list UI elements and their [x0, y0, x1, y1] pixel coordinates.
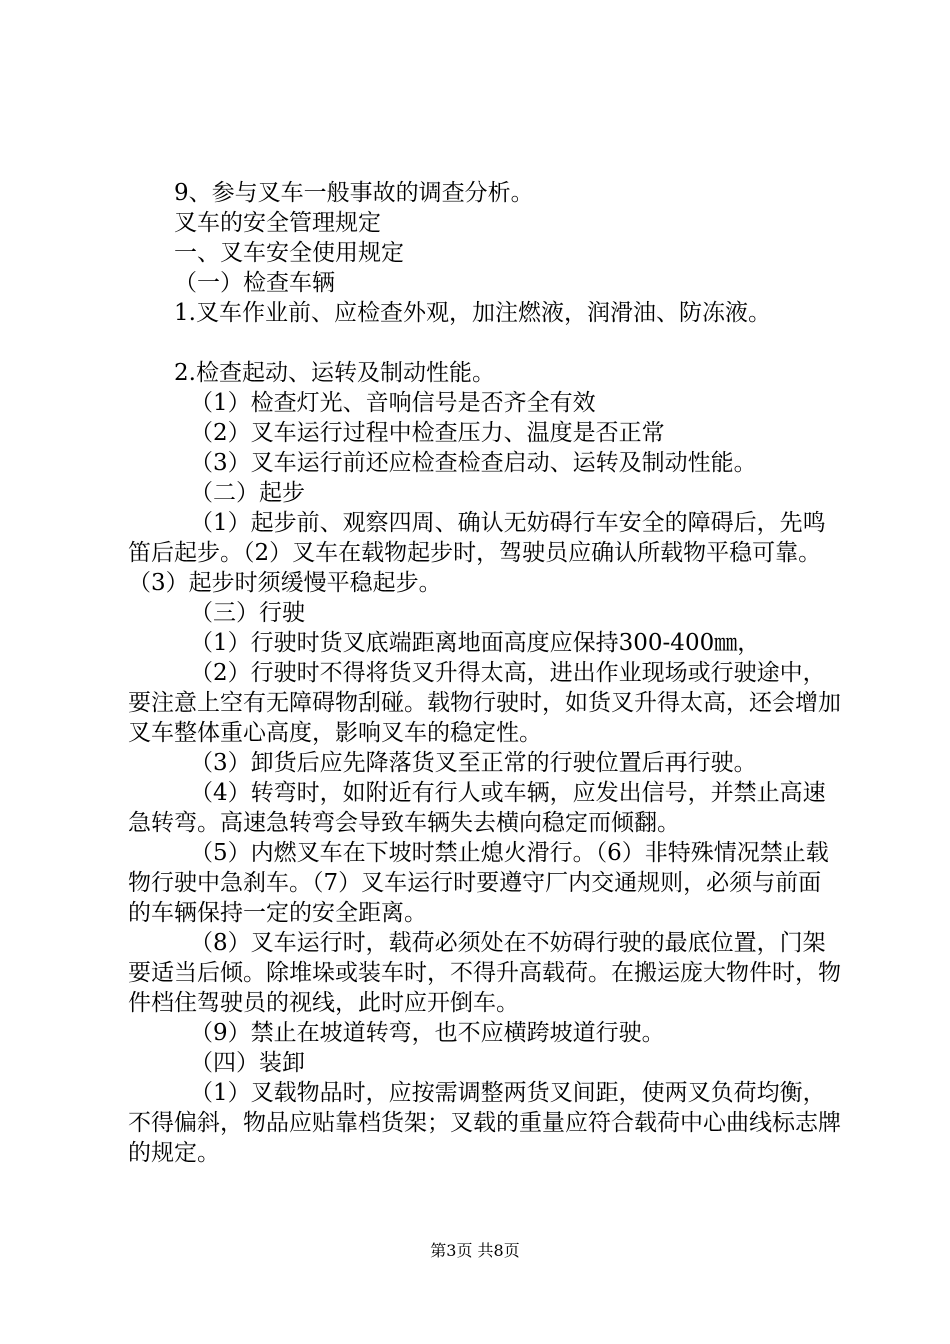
text-line: 1.叉车作业前、应检查外观，加注燃液，润滑油、防冻液。	[174, 300, 771, 326]
text-line: （3）卸货后应先降落货叉至正常的行驶位置后再行驶。	[190, 750, 757, 776]
paragraph-drive-2: （2）行驶时不得将货叉升得太高，进出作业现场或行驶途中，要注意上空有无障碍物刮碰。载物行驶时，如货叉升得太高，还会增加叉车整体重心高度，影响叉车的稳定性。	[128, 660, 841, 746]
heading-title: 叉车的安全管理规定	[174, 210, 381, 236]
page-footer	[0, 1240, 950, 1262]
text-line: （9）禁止在坡道转弯，也不应横跨坡道行驶。	[190, 1020, 665, 1046]
paragraph-drive-4: （4）转弯时，如附近有行人或车辆，应发出信号，并禁止高速急转弯。高速急转弯会导致车辆失去横向稳定而倾翻。	[128, 780, 826, 836]
paragraph-load-1: （1）叉载物品时，应按需调整两货叉间距，使两叉负荷均衡，不得偏斜，物品应贴靠档货架；叉载的重量应符合载荷中心曲线标志牌的规定。	[128, 1080, 841, 1166]
document-body	[128, 178, 848, 1168]
text-line: （2）叉车运行过程中检查压力、温度是否正常	[190, 420, 665, 446]
paragraph-drive-5: （5）内燃叉车在下坡时禁止熄火滑行。（6）非特殊情况禁止载物行驶中急刹车。（7）叉车运行时要遵守厂内交通规则，必须与前面的车辆保持一定的安全距离。	[128, 840, 829, 926]
text-line: 9、参与叉车一般事故的调查分析。	[174, 180, 534, 206]
heading-subsection: （二）起步	[190, 480, 305, 506]
heading-subsection: （四）装卸	[190, 1050, 305, 1076]
text-line: （1）行驶时货叉底端距离地面高度应保持300-400㎜，	[190, 630, 761, 656]
heading-section: 一、叉车安全使用规定	[174, 240, 404, 266]
heading-subsection: （三）行驶	[190, 600, 305, 626]
text-line: （3）叉车运行前还应检查检查启动、运转及制动性能。	[190, 450, 757, 476]
text-line: 2.检查起动、运转及制动性能。	[174, 360, 495, 386]
paragraph-start: （1）起步前、观察四周、确认无妨碍行车安全的障碍后，先鸣笛后起步。（2）叉车在载物起步时，驾驶员应确认所载物平稳可靠。（3）起步时须缓慢平稳起步。	[128, 510, 826, 596]
paragraph-drive-8: （8）叉车运行时，载荷必须处在不妨碍行驶的最底位置，门架要适当后倾。除堆垛或装车时，不得升高载荷。在搬运庞大物件时，物件档住驾驶员的视线，此时应开倒车。	[128, 930, 841, 1016]
text-line: （1）检查灯光、音响信号是否齐全有效	[190, 390, 596, 416]
page-number: 第3页 共8页	[430, 1241, 520, 1260]
heading-subsection: （一）检查车辆	[174, 270, 335, 296]
